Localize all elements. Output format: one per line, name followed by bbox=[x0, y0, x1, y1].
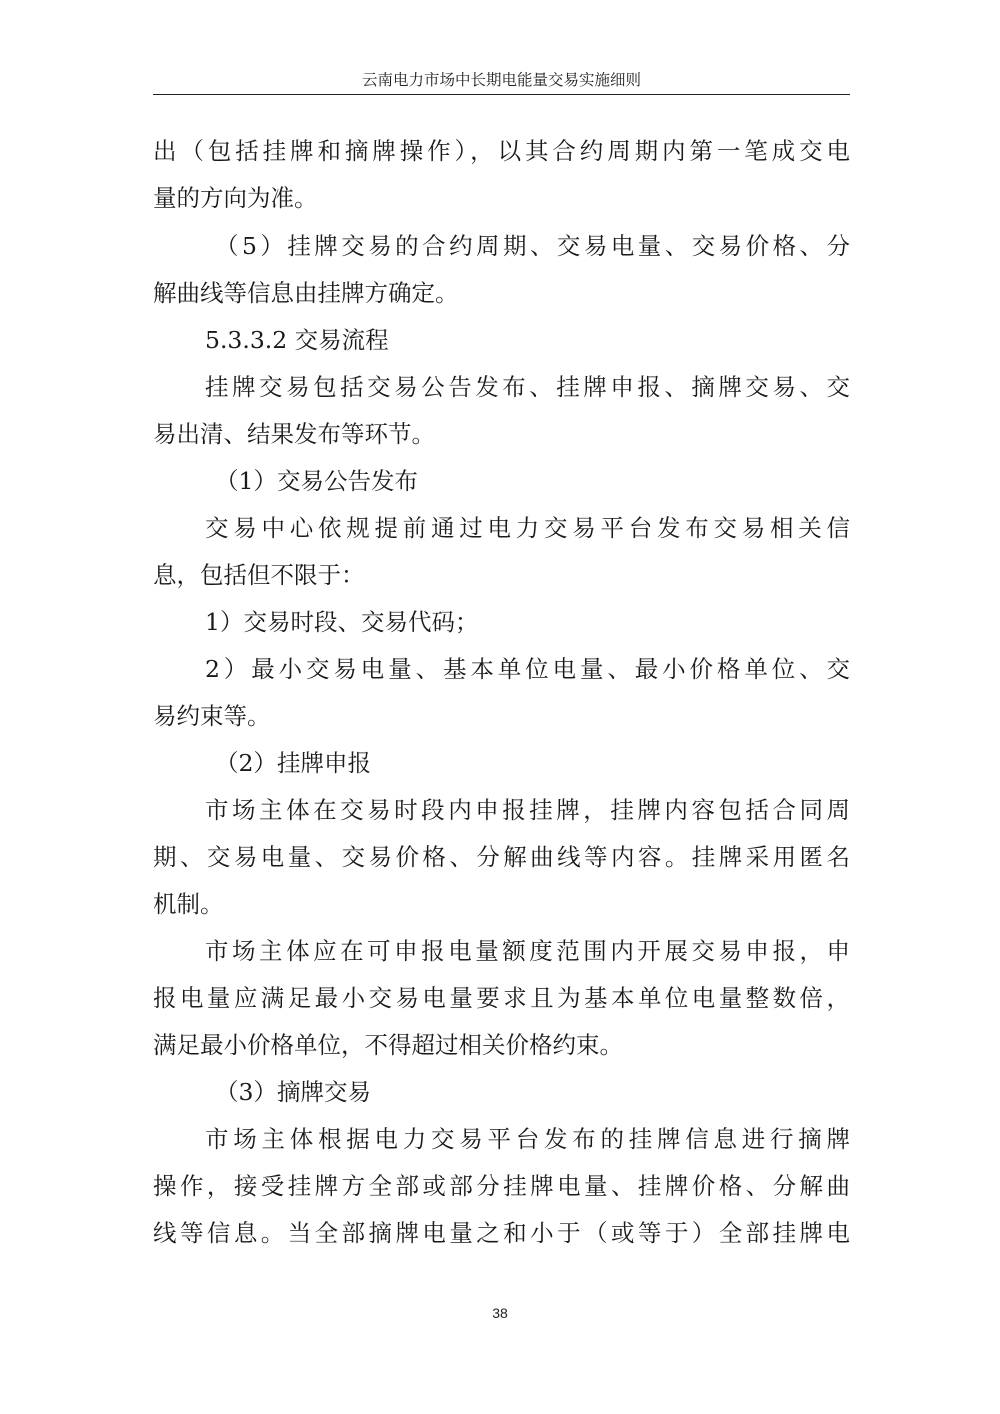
body-line: 易出清、结果发布等环节。 bbox=[153, 420, 435, 448]
body-line: 满足最小价格单位，不得超过相关价格约束。 bbox=[153, 1031, 623, 1059]
body-line: 市场主体在交易时段内申报挂牌，挂牌内容包括合同周 bbox=[205, 796, 850, 824]
body-line: 操作，接受挂牌方全部或部分挂牌电量、挂牌价格、分解曲 bbox=[153, 1172, 850, 1200]
body-line: 市场主体应在可申报电量额度范围内开展交易申报，申 bbox=[205, 937, 850, 965]
body-line: 解曲线等信息由挂牌方确定。 bbox=[153, 279, 459, 307]
body-line: 出（包括挂牌和摘牌操作），以其合约周期内第一笔成交电 bbox=[153, 137, 850, 165]
list-item: 1）交易时段、交易代码； bbox=[205, 608, 479, 636]
running-header: 云南电力市场中长期电能量交易实施细则 bbox=[361, 71, 641, 89]
list-item: 2）最小交易电量、基本单位电量、最小价格单位、交 bbox=[205, 655, 850, 683]
body-line: 易约束等。 bbox=[153, 702, 271, 730]
body-line: 机制。 bbox=[153, 890, 224, 918]
body-line: 线等信息。当全部摘牌电量之和小于（或等于）全部挂牌电 bbox=[153, 1219, 850, 1247]
subheading: （1）交易公告发布 bbox=[215, 467, 418, 495]
header-rule bbox=[153, 94, 850, 95]
body-line: 息，包括但不限于： bbox=[153, 561, 365, 589]
subheading: （2）挂牌申报 bbox=[215, 749, 371, 777]
body-line: 交易中心依规提前通过电力交易平台发布交易相关信 bbox=[205, 514, 850, 542]
body-line: 市场主体根据电力交易平台发布的挂牌信息进行摘牌 bbox=[205, 1125, 850, 1153]
body-line: 量的方向为准。 bbox=[153, 184, 318, 212]
body-line: （5）挂牌交易的合约周期、交易电量、交易价格、分 bbox=[215, 232, 850, 260]
section-heading: 5.3.3.2 交易流程 bbox=[205, 326, 389, 354]
body-line: 挂牌交易包括交易公告发布、挂牌申报、摘牌交易、交 bbox=[205, 373, 850, 401]
subheading: （3）摘牌交易 bbox=[215, 1078, 371, 1106]
body-line: 期、交易电量、交易价格、分解曲线等内容。挂牌采用匿名 bbox=[153, 843, 850, 871]
page-number: 38 bbox=[492, 1305, 508, 1321]
body-line: 报电量应满足最小交易电量要求且为基本单位电量整数倍， bbox=[153, 984, 850, 1012]
